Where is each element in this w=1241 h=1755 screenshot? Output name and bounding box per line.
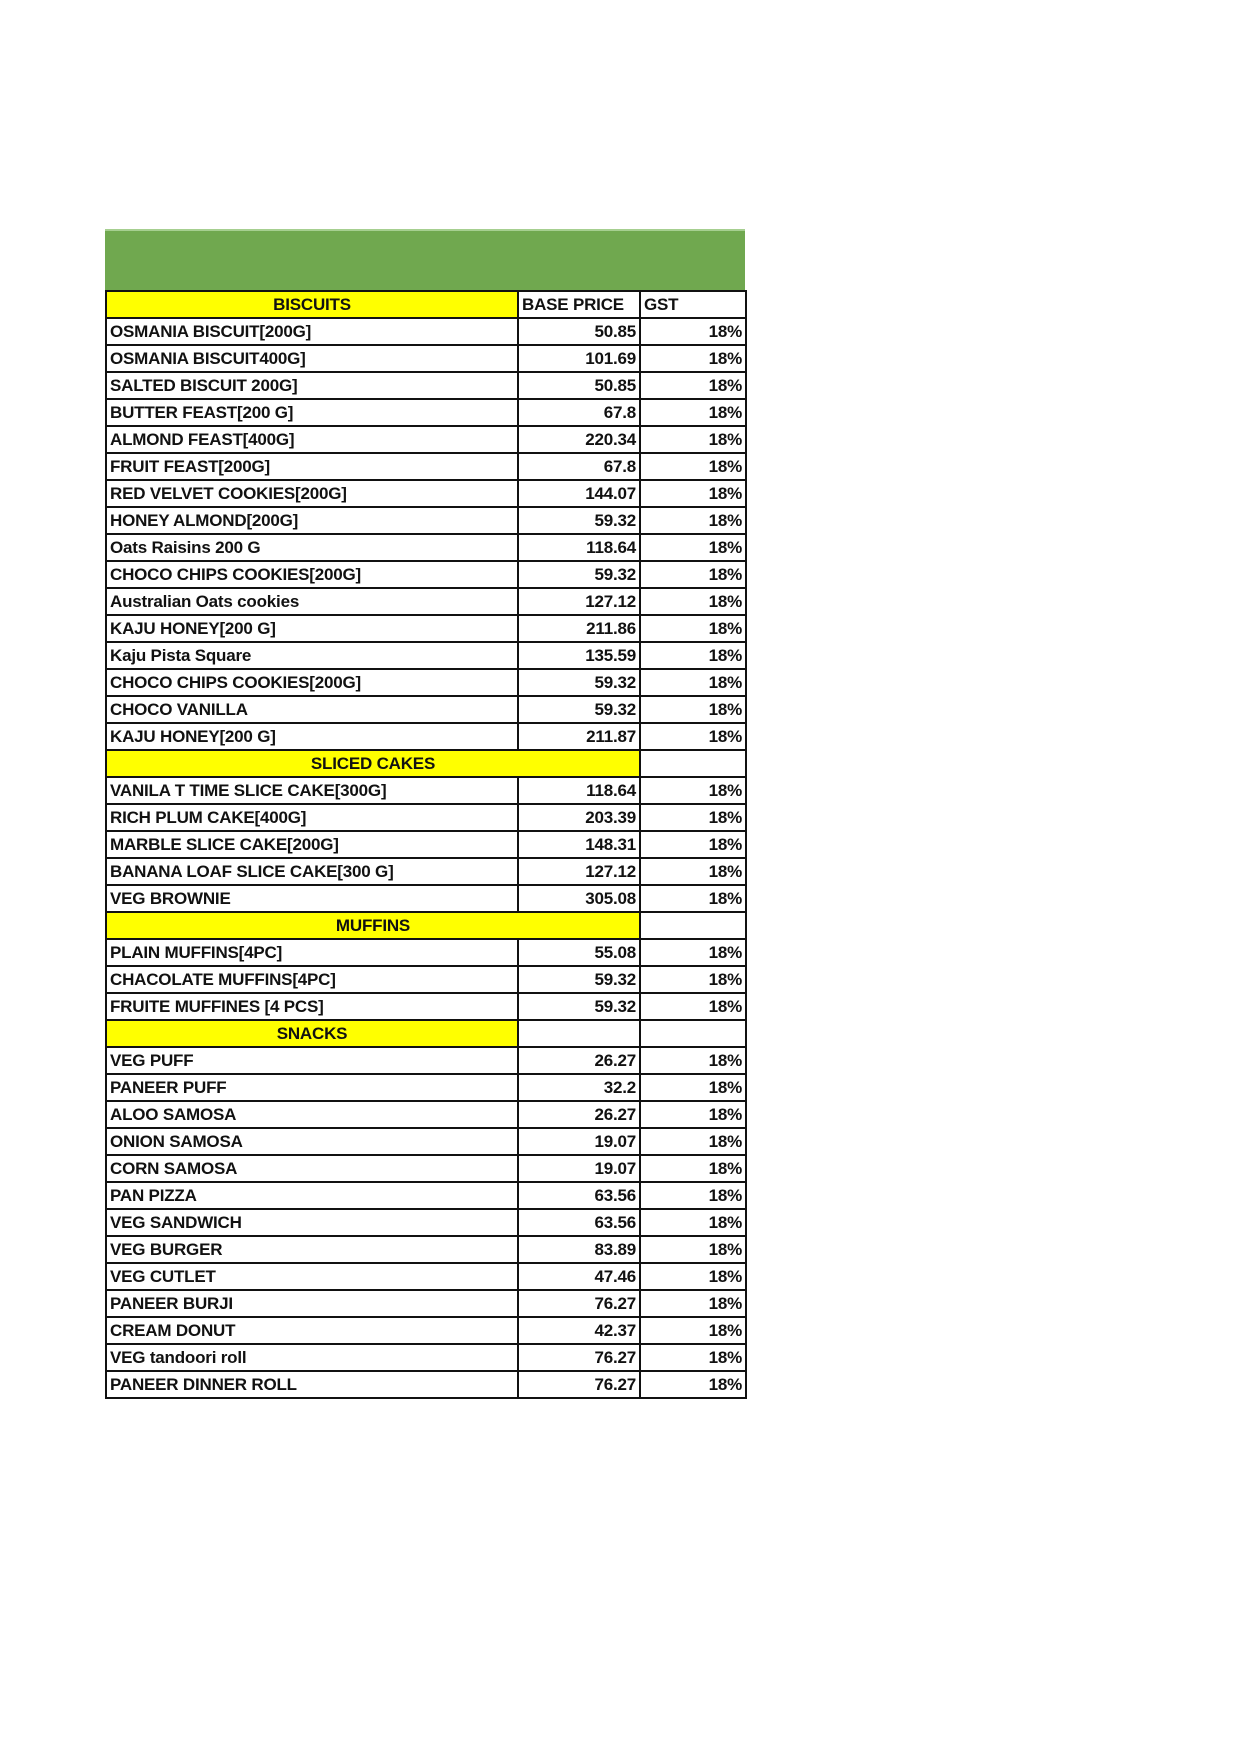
item-name: RED VELVET COOKIES[200G] <box>106 480 518 507</box>
table-row <box>106 480 746 507</box>
table-row <box>106 1371 746 1398</box>
table-row <box>106 669 746 696</box>
table-row <box>106 885 746 912</box>
item-name: Oats Raisins 200 G <box>106 534 518 561</box>
table-row <box>106 399 746 426</box>
item-name: CHACOLATE MUFFINS[4PC] <box>106 966 518 993</box>
gst-rate: 18% <box>640 1047 746 1074</box>
section-title: BISCUITS <box>106 291 518 318</box>
table-row <box>106 1263 746 1290</box>
column-header-gst: GST <box>640 291 746 318</box>
base-price: 59.32 <box>518 993 640 1020</box>
item-name: FRUIT FEAST[200G] <box>106 453 518 480</box>
base-price: 135.59 <box>518 642 640 669</box>
item-name: VEG PUFF <box>106 1047 518 1074</box>
gst-rate: 18% <box>640 939 746 966</box>
section-header-row <box>106 291 746 318</box>
gst-rate: 18% <box>640 561 746 588</box>
base-price: 220.34 <box>518 426 640 453</box>
base-price: 211.87 <box>518 723 640 750</box>
base-price: 101.69 <box>518 345 640 372</box>
base-price: 67.8 <box>518 453 640 480</box>
item-name: ONION SAMOSA <box>106 1128 518 1155</box>
table-row <box>106 696 746 723</box>
base-price: 19.07 <box>518 1128 640 1155</box>
item-name: CREAM DONUT <box>106 1317 518 1344</box>
item-name: PAN PIZZA <box>106 1182 518 1209</box>
item-name: Australian Oats cookies <box>106 588 518 615</box>
item-name: BUTTER FEAST[200 G] <box>106 399 518 426</box>
table-row <box>106 1182 746 1209</box>
gst-rate: 18% <box>640 1263 746 1290</box>
section-header-row <box>106 750 746 777</box>
gst-rate: 18% <box>640 1155 746 1182</box>
price-table <box>105 290 747 1399</box>
item-name: SALTED BISCUIT 200G] <box>106 372 518 399</box>
table-row <box>106 642 746 669</box>
gst-rate: 18% <box>640 1317 746 1344</box>
gst-rate: 18% <box>640 1128 746 1155</box>
table-row <box>106 939 746 966</box>
gst-rate: 18% <box>640 1182 746 1209</box>
item-name: RICH PLUM CAKE[400G] <box>106 804 518 831</box>
gst-rate: 18% <box>640 588 746 615</box>
table-row <box>106 831 746 858</box>
item-name: PANEER DINNER ROLL <box>106 1371 518 1398</box>
base-price: 127.12 <box>518 858 640 885</box>
item-name: VEG tandoori roll <box>106 1344 518 1371</box>
item-name: CHOCO CHIPS COOKIES[200G] <box>106 669 518 696</box>
item-name: BANANA LOAF SLICE CAKE[300 G] <box>106 858 518 885</box>
item-name: KAJU HONEY[200 G] <box>106 615 518 642</box>
gst-rate: 18% <box>640 480 746 507</box>
table-row <box>106 1047 746 1074</box>
item-name: MARBLE SLICE CAKE[200G] <box>106 831 518 858</box>
gst-rate: 18% <box>640 1101 746 1128</box>
base-price: 50.85 <box>518 372 640 399</box>
gst-rate: 18% <box>640 723 746 750</box>
base-price: 76.27 <box>518 1344 640 1371</box>
item-name: OSMANIA BISCUIT400G] <box>106 345 518 372</box>
table-row <box>106 588 746 615</box>
item-name: VEG SANDWICH <box>106 1209 518 1236</box>
base-price: 127.12 <box>518 588 640 615</box>
table-row <box>106 615 746 642</box>
table-row <box>106 1209 746 1236</box>
column-header-price: BASE PRICE <box>518 291 640 318</box>
base-price: 59.32 <box>518 696 640 723</box>
table-row <box>106 426 746 453</box>
item-name: CHOCO CHIPS COOKIES[200G] <box>106 561 518 588</box>
gst-rate: 18% <box>640 615 746 642</box>
header-bar <box>105 229 745 290</box>
section-header-row <box>106 1020 746 1047</box>
item-name: ALOO SAMOSA <box>106 1101 518 1128</box>
price-sheet <box>105 229 745 1399</box>
table-row <box>106 966 746 993</box>
base-price: 59.32 <box>518 561 640 588</box>
gst-rate: 18% <box>640 1209 746 1236</box>
base-price: 59.32 <box>518 507 640 534</box>
gst-rate: 18% <box>640 885 746 912</box>
base-price: 50.85 <box>518 318 640 345</box>
table-row <box>106 1074 746 1101</box>
gst-rate: 18% <box>640 696 746 723</box>
table-row <box>106 453 746 480</box>
gst-rate: 18% <box>640 372 746 399</box>
base-price: 59.32 <box>518 669 640 696</box>
table-row <box>106 993 746 1020</box>
base-price: 83.89 <box>518 1236 640 1263</box>
base-price: 76.27 <box>518 1290 640 1317</box>
empty-cell <box>640 912 746 939</box>
empty-cell <box>640 750 746 777</box>
gst-rate: 18% <box>640 1290 746 1317</box>
table-row <box>106 372 746 399</box>
gst-rate: 18% <box>640 831 746 858</box>
table-row <box>106 1128 746 1155</box>
base-price: 26.27 <box>518 1047 640 1074</box>
gst-rate: 18% <box>640 453 746 480</box>
gst-rate: 18% <box>640 1236 746 1263</box>
gst-rate: 18% <box>640 993 746 1020</box>
table-row <box>106 318 746 345</box>
gst-rate: 18% <box>640 669 746 696</box>
gst-rate: 18% <box>640 1074 746 1101</box>
empty-cell <box>518 1020 640 1047</box>
table-row <box>106 507 746 534</box>
item-name: VEG CUTLET <box>106 1263 518 1290</box>
item-name: FRUITE MUFFINES [4 PCS] <box>106 993 518 1020</box>
table-row <box>106 858 746 885</box>
base-price: 203.39 <box>518 804 640 831</box>
base-price: 59.32 <box>518 966 640 993</box>
table-row <box>106 1344 746 1371</box>
gst-rate: 18% <box>640 399 746 426</box>
table-row <box>106 1290 746 1317</box>
gst-rate: 18% <box>640 534 746 561</box>
base-price: 118.64 <box>518 534 640 561</box>
base-price: 211.86 <box>518 615 640 642</box>
table-row <box>106 1101 746 1128</box>
item-name: VEG BROWNIE <box>106 885 518 912</box>
section-title: SLICED CAKES <box>106 750 640 777</box>
item-name: ALMOND FEAST[400G] <box>106 426 518 453</box>
gst-rate: 18% <box>640 858 746 885</box>
item-name: CORN SAMOSA <box>106 1155 518 1182</box>
item-name: Kaju Pista Square <box>106 642 518 669</box>
gst-rate: 18% <box>640 345 746 372</box>
gst-rate: 18% <box>640 1344 746 1371</box>
base-price: 42.37 <box>518 1317 640 1344</box>
gst-rate: 18% <box>640 642 746 669</box>
table-row <box>106 534 746 561</box>
table-row <box>106 723 746 750</box>
table-row <box>106 561 746 588</box>
base-price: 76.27 <box>518 1371 640 1398</box>
gst-rate: 18% <box>640 1371 746 1398</box>
item-name: VEG BURGER <box>106 1236 518 1263</box>
base-price: 32.2 <box>518 1074 640 1101</box>
table-row <box>106 345 746 372</box>
base-price: 305.08 <box>518 885 640 912</box>
base-price: 47.46 <box>518 1263 640 1290</box>
base-price: 148.31 <box>518 831 640 858</box>
base-price: 26.27 <box>518 1101 640 1128</box>
section-header-row <box>106 912 746 939</box>
item-name: PLAIN MUFFINS[4PC] <box>106 939 518 966</box>
table-row <box>106 1236 746 1263</box>
base-price: 118.64 <box>518 777 640 804</box>
gst-rate: 18% <box>640 966 746 993</box>
gst-rate: 18% <box>640 426 746 453</box>
base-price: 63.56 <box>518 1182 640 1209</box>
table-row <box>106 1155 746 1182</box>
table-row <box>106 1317 746 1344</box>
section-title: SNACKS <box>106 1020 518 1047</box>
gst-rate: 18% <box>640 318 746 345</box>
item-name: HONEY ALMOND[200G] <box>106 507 518 534</box>
gst-rate: 18% <box>640 507 746 534</box>
gst-rate: 18% <box>640 804 746 831</box>
empty-cell <box>640 1020 746 1047</box>
item-name: KAJU HONEY[200 G] <box>106 723 518 750</box>
base-price: 19.07 <box>518 1155 640 1182</box>
item-name: CHOCO VANILLA <box>106 696 518 723</box>
section-title: MUFFINS <box>106 912 640 939</box>
table-body <box>106 291 746 1398</box>
item-name: PANEER PUFF <box>106 1074 518 1101</box>
item-name: PANEER BURJI <box>106 1290 518 1317</box>
table-row <box>106 804 746 831</box>
gst-rate: 18% <box>640 777 746 804</box>
item-name: VANILA T TIME SLICE CAKE[300G] <box>106 777 518 804</box>
base-price: 55.08 <box>518 939 640 966</box>
base-price: 144.07 <box>518 480 640 507</box>
base-price: 67.8 <box>518 399 640 426</box>
table-row <box>106 777 746 804</box>
item-name: OSMANIA BISCUIT[200G] <box>106 318 518 345</box>
base-price: 63.56 <box>518 1209 640 1236</box>
